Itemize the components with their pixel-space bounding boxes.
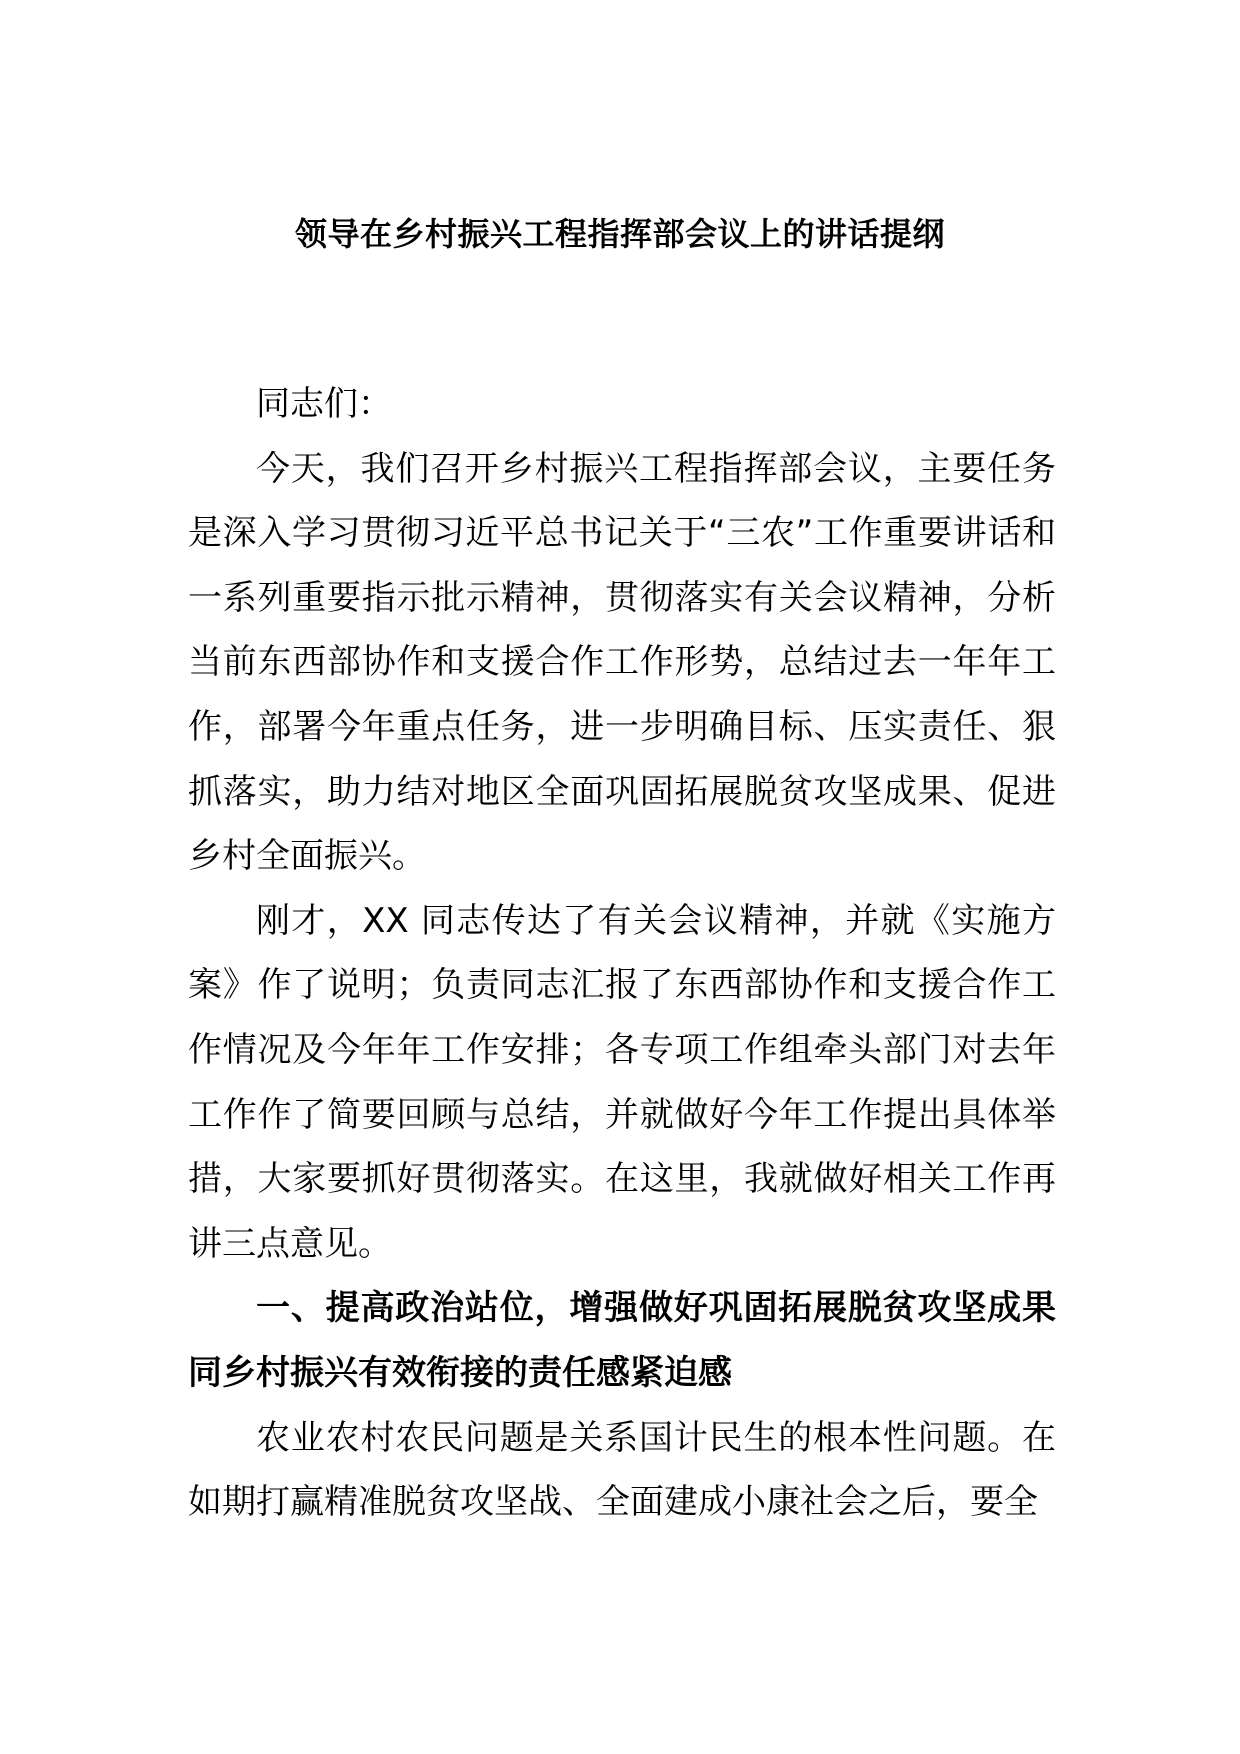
document-title: 领导在乡村振兴工程指挥部会议上的讲话提纲 xyxy=(294,215,945,253)
body-paragraph: 刚才，XX 同志传达了有关会议精神，并就《实施方案》作了说明；负责同志汇报了东西部协作和支援合作工作情况及今年年工作安排；各专项工作组牵头部门对去年工作作了简要回顾与总结，并就做好今年工作提出具体举措，大家要抓好贯彻落实。在这里，我就做好相关工作再讲三点意见。 xyxy=(188,900,1056,1264)
document-body xyxy=(188,372,1056,1535)
section-heading: 一、提高政治站位，增强做好巩固拓展脱贫攻坚成果同乡村振兴有效衔接的责任感紧迫感 xyxy=(188,1288,1056,1393)
body-paragraph: 今天，我们召开乡村振兴工程指挥部会议，主要任务是深入学习贯彻习近平总书记关于“三农”工作重要讲话和一系列重要指示批示精神，贯彻落实有关会议精神，分析当前东西部协作和支援合作工作形势，总结过去一年年工作，部署今年重点任务，进一步明确目标、压实责任、狠抓落实，助力结对地区全面巩固拓展脱贫攻坚成果、促进乡村全面振兴。 xyxy=(188,448,1056,877)
section-paragraph: 农业农村农民问题是关系国计民生的根本性问题。在如期打赢精准脱贫攻坚战、全面建成小康社会之后，要全 xyxy=(188,1417,1056,1523)
salutation: 同志们： xyxy=(256,384,392,424)
